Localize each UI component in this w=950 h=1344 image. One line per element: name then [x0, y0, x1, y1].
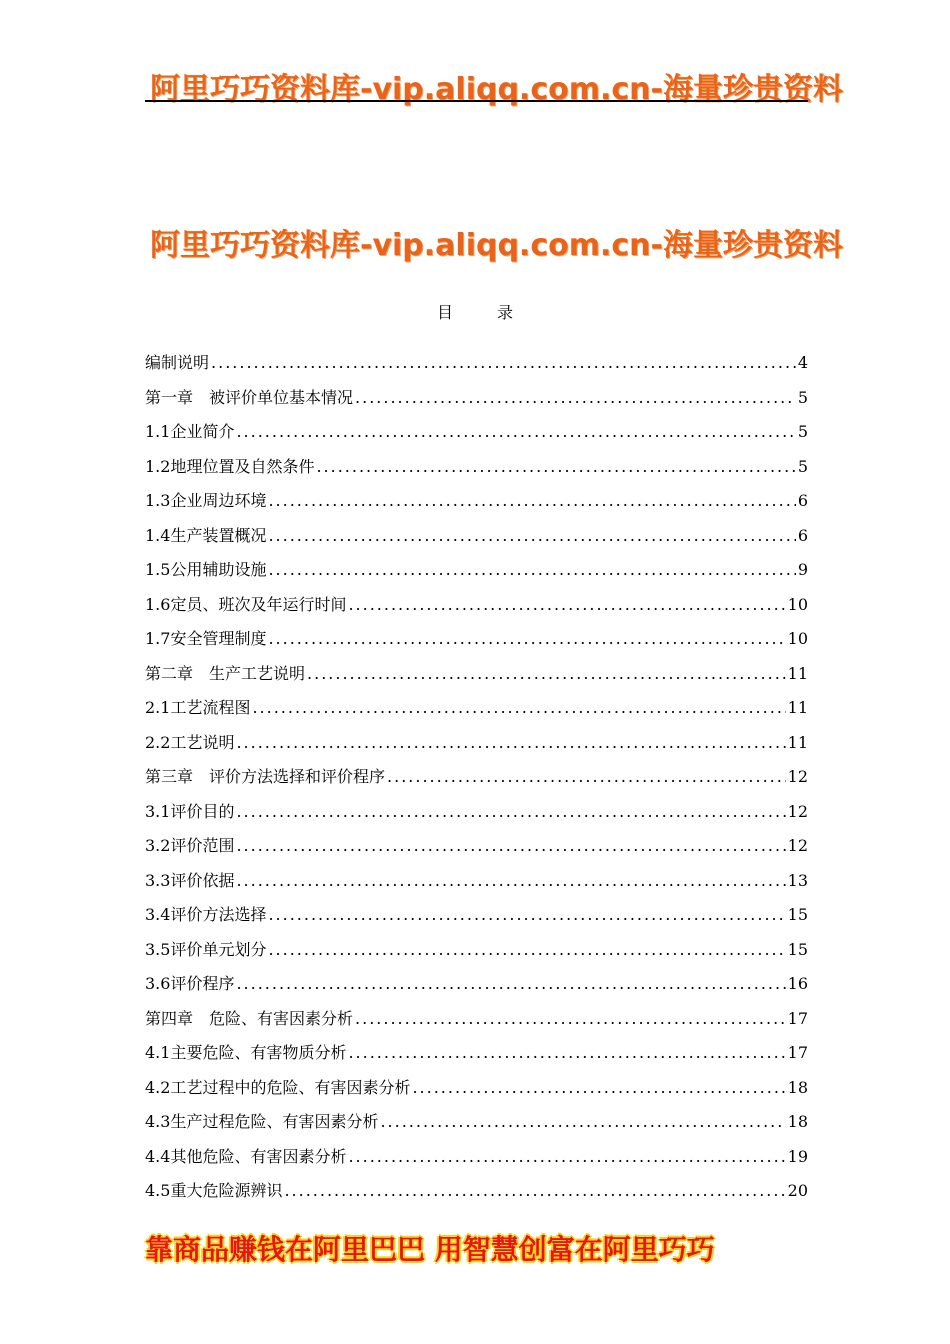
toc-entry[interactable] — [145, 795, 808, 830]
toc-entry-page: 10 — [787, 594, 808, 614]
toc-entry[interactable] — [145, 657, 808, 692]
toc-entry[interactable] — [145, 346, 808, 381]
toc-entry-page: 11 — [787, 663, 808, 683]
toc-leader-dots — [268, 519, 795, 554]
toc-entry[interactable] — [145, 829, 808, 864]
toc-entry[interactable] — [145, 588, 808, 623]
toc-entry-label: 1.5公用辅助设施 — [145, 560, 267, 579]
toc-leader-dots — [380, 1105, 785, 1140]
toc-leader-dots — [236, 967, 785, 1002]
toc-entry-label: 1.3企业周边环境 — [145, 491, 267, 510]
toc-entry[interactable] — [145, 553, 808, 588]
toc-title-right: 录 — [497, 303, 514, 322]
toc-entry-label: 2.2工艺说明 — [145, 732, 235, 752]
table-of-contents — [145, 346, 808, 1209]
toc-entry-page: 15 — [787, 905, 808, 924]
toc-entry-label: 3.1评价目的 — [145, 801, 235, 821]
toc-leader-dots — [268, 553, 795, 588]
toc-entry-page: 6 — [797, 525, 808, 545]
toc-entry-label: 4.3生产过程危险、有害因素分析 — [145, 1112, 379, 1131]
toc-entry-label: 第二章 生产工艺说明 — [145, 663, 306, 683]
toc-entry-label: 1.1企业简介 — [145, 422, 235, 441]
watermark-banner: 阿里巧巧资料库-vip.aliqq.com.cn-海量珍贵资料 — [150, 228, 843, 263]
toc-entry[interactable] — [145, 933, 808, 968]
toc-entry-label: 1.4生产装置概况 — [145, 525, 267, 545]
toc-leader-dots — [236, 829, 785, 864]
toc-entry[interactable] — [145, 726, 808, 761]
toc-entry-label: 1.6定员、班次及年运行时间 — [145, 594, 347, 614]
toc-entry-label: 2.1工艺流程图 — [145, 698, 251, 717]
toc-entry-label: 3.6评价程序 — [145, 974, 235, 993]
toc-entry-label: 3.5评价单元划分 — [145, 939, 267, 959]
toc-entry-page: 18 — [787, 1077, 808, 1097]
toc-leader-dots — [348, 1036, 785, 1071]
toc-entry[interactable] — [145, 1002, 808, 1037]
toc-entry-page: 12 — [787, 836, 808, 855]
toc-leader-dots — [316, 450, 795, 485]
toc-entry[interactable] — [145, 381, 808, 416]
header-divider — [145, 100, 808, 102]
toc-entry[interactable] — [145, 760, 808, 795]
toc-entry-page: 17 — [787, 1008, 808, 1028]
toc-entry-page: 5 — [797, 422, 808, 441]
toc-entry[interactable] — [145, 1140, 808, 1175]
toc-leader-dots — [268, 484, 795, 519]
toc-entry[interactable] — [145, 1174, 808, 1209]
toc-entry[interactable] — [145, 519, 808, 554]
toc-title — [0, 300, 950, 323]
toc-entry-page: 5 — [797, 387, 808, 407]
toc-entry-label: 3.2评价范围 — [145, 836, 235, 855]
toc-entry[interactable] — [145, 1036, 808, 1071]
toc-leader-dots — [348, 588, 785, 623]
toc-entry-page: 19 — [787, 1146, 808, 1166]
toc-entry-page: 4 — [797, 353, 808, 372]
header-banner: 阿里巧巧资料库-vip.aliqq.com.cn-海量珍贵资料 — [150, 72, 843, 107]
toc-entry-page: 18 — [787, 1112, 808, 1131]
toc-entry-page: 6 — [797, 491, 808, 510]
toc-entry-label: 第一章 被评价单位基本情况 — [145, 387, 354, 407]
toc-entry-page: 11 — [787, 698, 808, 717]
toc-entry-page: 9 — [797, 560, 808, 579]
toc-leader-dots — [236, 726, 785, 761]
toc-leader-dots — [387, 760, 786, 795]
toc-entry-label: 4.2工艺过程中的危险、有害因素分析 — [145, 1077, 411, 1097]
toc-entry[interactable] — [145, 864, 808, 899]
toc-entry[interactable] — [145, 415, 808, 450]
toc-leader-dots — [355, 1002, 786, 1037]
toc-title-left: 目 — [436, 303, 453, 322]
toc-entry[interactable] — [145, 967, 808, 1002]
toc-leader-dots — [236, 795, 785, 830]
toc-entry-page: 10 — [787, 629, 808, 648]
toc-leader-dots — [284, 1174, 785, 1209]
toc-entry-page: 11 — [787, 732, 808, 752]
toc-entry-label: 3.3评价依据 — [145, 870, 235, 890]
toc-entry[interactable] — [145, 622, 808, 657]
toc-entry-label: 编制说明 — [145, 353, 210, 372]
toc-entry-label: 1.2地理位置及自然条件 — [145, 456, 315, 476]
toc-leader-dots — [348, 1140, 785, 1175]
toc-leader-dots — [268, 622, 785, 657]
toc-entry-label: 第四章 危险、有害因素分析 — [145, 1008, 354, 1028]
toc-entry[interactable] — [145, 1105, 808, 1140]
toc-leader-dots — [252, 691, 785, 726]
toc-entry-page: 12 — [787, 801, 808, 821]
toc-entry-label: 3.4评价方法选择 — [145, 905, 267, 924]
toc-entry[interactable] — [145, 1071, 808, 1106]
footer-banner: 靠商品赚钱在阿里巴巴 用智慧创富在阿里巧巧 — [145, 1233, 715, 1266]
toc-leader-dots — [355, 381, 796, 416]
toc-entry-page: 16 — [787, 974, 808, 993]
toc-leader-dots — [307, 657, 786, 692]
toc-leader-dots — [268, 933, 785, 968]
toc-entry-page: 12 — [787, 767, 808, 786]
toc-entry-label: 4.1主要危险、有害物质分析 — [145, 1043, 347, 1062]
toc-leader-dots — [211, 346, 796, 381]
toc-entry-label: 第三章 评价方法选择和评价程序 — [145, 767, 386, 786]
toc-entry[interactable] — [145, 484, 808, 519]
toc-leader-dots — [412, 1071, 785, 1106]
toc-leader-dots — [268, 898, 785, 933]
toc-leader-dots — [236, 864, 785, 899]
toc-entry-page: 15 — [787, 939, 808, 959]
toc-entry-page: 13 — [787, 870, 808, 890]
toc-leader-dots — [236, 415, 795, 450]
toc-entry-page: 17 — [787, 1043, 808, 1062]
toc-entry-label: 4.4其他危险、有害因素分析 — [145, 1146, 347, 1166]
toc-entry-page: 5 — [797, 456, 808, 476]
toc-entry[interactable] — [145, 450, 808, 485]
toc-entry[interactable] — [145, 898, 808, 933]
toc-entry-label: 1.7安全管理制度 — [145, 629, 267, 648]
toc-entry-label: 4.5重大危险源辨识 — [145, 1181, 283, 1200]
toc-entry[interactable] — [145, 691, 808, 726]
toc-entry-page: 20 — [787, 1181, 808, 1200]
